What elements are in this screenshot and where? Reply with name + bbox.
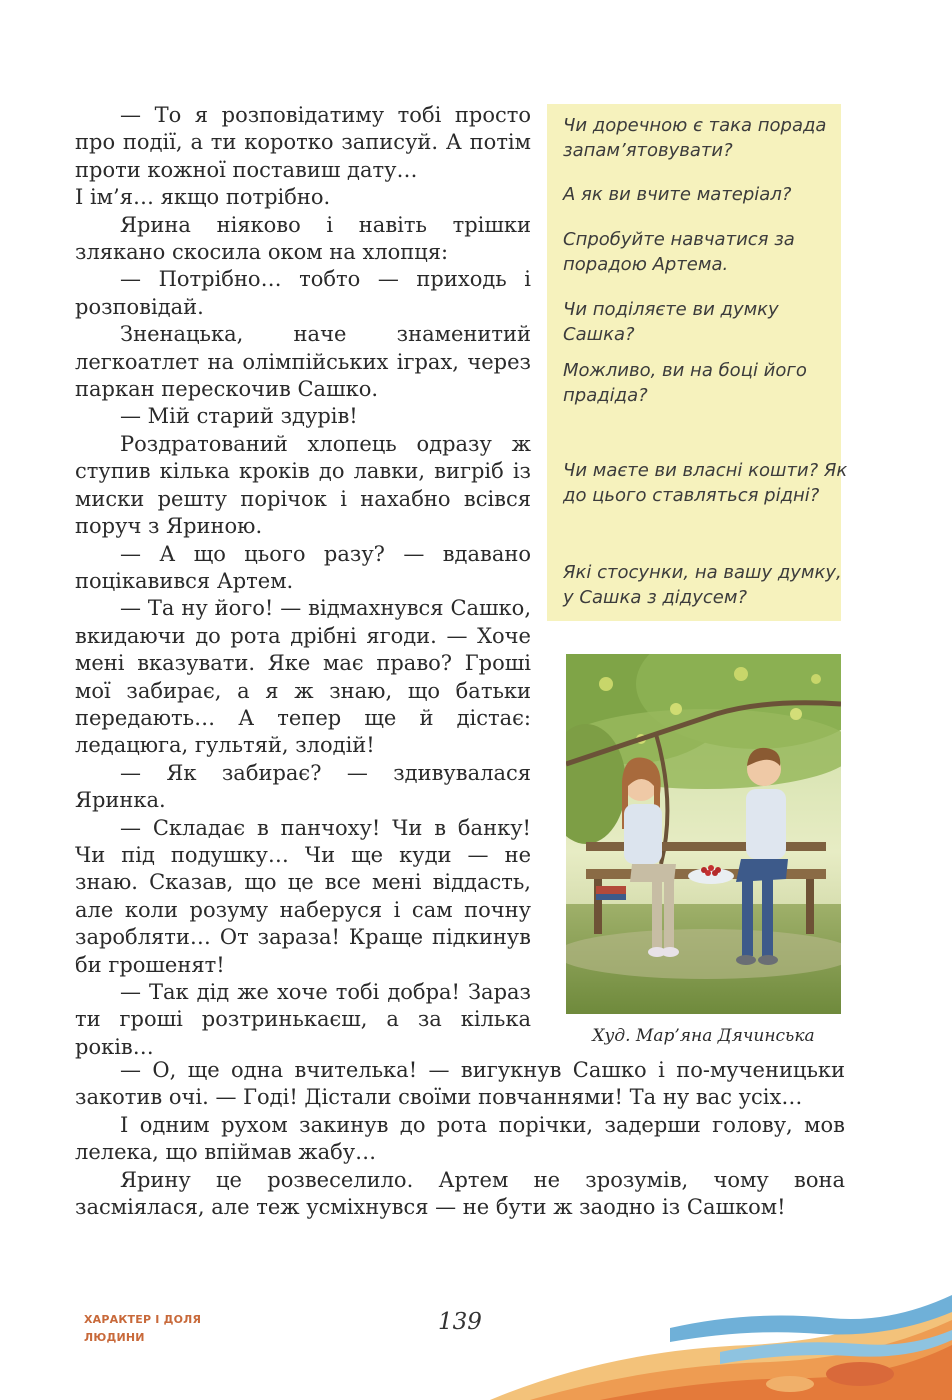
paragraph: Ярину це розвеселило. Артем не зрозумів, чому вона засміялася, але теж усміхнувся — не бути ж заодно із Сашком! <box>75 1167 845 1220</box>
paragraph: Зненацька, наче знаменитий легкоатлет на олімпійських іграх, через паркан перескочив Сашко. <box>75 322 531 402</box>
decorative-waves <box>490 1290 952 1400</box>
paragraph: — О, ще одна вчителька! — вигукнув Сашко і по-мученицьки закотив очі. — Годі! Дістали своїми повчаннями! Та ну вас усіх… <box>75 1058 845 1110</box>
paragraph: — Складає в панчоху! Чи в банку! Чи під подушку… Чи ще куди — не знаю. Сказав, що це все мені віддасть, але коли розуму наберуся і сам почну заробляти… От зараза! Краще підкинув би грошенят! <box>75 815 531 977</box>
questions-sidebar <box>547 104 848 621</box>
sidebar-question: Чи доречною є така порада запам’ятовувати? <box>563 115 827 161</box>
paragraph: Ярина ніяково і навіть трішки злякано скосила оком на хлопця: <box>75 212 531 265</box>
sidebar-question: Які стосунки, на вашу думку, у Сашка з дідусем? <box>563 562 842 608</box>
paragraph: — А що цього разу? — вдавано поцікавився Артем. <box>75 541 531 593</box>
paragraph: Роздратований хлопець одразу ж ступив кілька кроків до лавки, вигріб із миски решту порічок і нахабно всівся поруч з Яриною. <box>75 431 531 539</box>
sidebar-question: Спробуйте навчатися за порадою Артема. <box>563 229 795 275</box>
illustration-caption: Худ. Мар’яна Дячинська <box>592 1026 815 1046</box>
sidebar-question: Можливо, ви на боці його прадіда? <box>563 360 807 406</box>
paragraph: — Та ну його! — відмахнувся Сашко, вкидаючи до рота дрібні ягоди. — Хоче мені вказувати. Яке має право? Гроші мої забирає, а я ж знаю, що батьки передають… А тепер ще й дістає: ледацюга, гультяй, злодій! <box>75 596 531 758</box>
illustration-art <box>566 654 841 1014</box>
section-title-line: ЛЮДИНИ <box>84 1331 145 1344</box>
paragraph: — Як забирає? — здивувалася Яринка. <box>75 760 531 813</box>
section-title <box>84 1311 201 1347</box>
wide-text-column <box>75 1057 845 1221</box>
paragraph: І ім’я… якщо потрібно. <box>75 185 331 210</box>
paragraph: І одним рухом закинув до рота порічки, задерши голову, мов лелека, що впіймав жабу… <box>75 1112 845 1165</box>
sidebar-question: А як ви вчите матеріал? <box>563 184 792 205</box>
paragraph: — Так дід же хоче тобі добра! Зараз ти гроші розтринькаєш, а за кілька років… <box>75 980 531 1059</box>
paragraph: — То я розповідатиму тобі просто про події, а ти коротко записуй. А потім проти кожної поставиш дату… <box>75 103 531 182</box>
paragraph: — Мій старий здурів! <box>120 404 358 429</box>
main-text-column <box>75 102 531 1061</box>
page-number: 139 <box>438 1309 482 1335</box>
sidebar-question: Чи маєте ви власні кошти? Як до цього ставляться рідні? <box>563 460 848 506</box>
sidebar-question: Чи поділяєте ви думку Сашка? <box>563 299 779 345</box>
paragraph: — Потрібно… тобто — приходь і розповідай. <box>75 267 531 319</box>
illustration-children-on-bench <box>566 654 841 1014</box>
section-title-line: ХАРАКТЕР І ДОЛЯ <box>84 1313 202 1326</box>
